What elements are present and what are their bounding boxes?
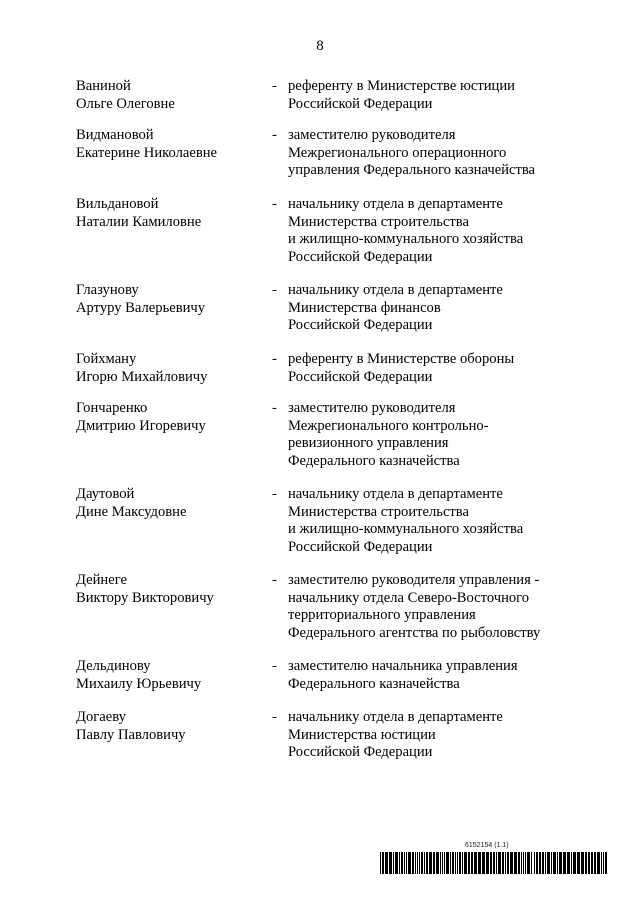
person-position [288, 351, 588, 386]
name-line: Дмитрию Игоревичу [76, 417, 206, 434]
list-entry [76, 196, 576, 266]
name-line: Наталии Камиловне [76, 213, 202, 230]
position-line: Межрегионального операционного [288, 144, 507, 161]
name-line: Ольге Олеговне [76, 95, 175, 112]
page-number: 8 [316, 38, 324, 54]
position-line: Федерального казначейства [288, 675, 460, 692]
separator-dash: - [272, 709, 277, 725]
position-line: Министерства финансов [288, 299, 441, 316]
person-position [288, 282, 588, 335]
position-line: Российской Федерации [288, 538, 433, 555]
person-name [76, 351, 266, 386]
person-name [76, 486, 266, 521]
name-line: Дине Максудовне [76, 503, 187, 520]
position-line: Федерального агентства по рыболовству [288, 624, 541, 641]
person-name [76, 127, 266, 162]
position-line: заместителю руководителя [288, 400, 456, 416]
position-line: Российской Федерации [288, 744, 433, 760]
person-position [288, 572, 588, 642]
name-line: Видмановой [76, 127, 154, 143]
barcode-caption: 6152154 (1.1) [465, 842, 509, 849]
person-name [76, 282, 266, 317]
person-name [76, 658, 266, 693]
name-line: Ваниной [76, 78, 131, 94]
person-name [76, 196, 266, 231]
position-line: начальнику отдела в департаменте [288, 709, 503, 725]
position-line: ревизионного управления [288, 435, 449, 451]
document-barcode [380, 842, 610, 874]
name-line: Даутовой [76, 486, 135, 502]
name-line: Гойхману [76, 351, 137, 367]
person-position [288, 658, 588, 693]
list-entry [76, 400, 576, 470]
list-entry [76, 78, 576, 113]
name-line: Павлу Павловичу [76, 726, 186, 743]
position-line: и жилищно-коммунального хозяйства [288, 521, 524, 537]
position-line: Российской Федерации [288, 95, 433, 112]
person-position [288, 486, 588, 556]
list-entry [76, 572, 576, 642]
position-line: начальнику отдела в департаменте [288, 282, 503, 298]
name-line: Гончаренко [76, 400, 148, 416]
barcode-icon [380, 852, 610, 874]
list-entry [76, 486, 576, 556]
person-position [288, 78, 588, 113]
separator-dash: - [272, 78, 277, 94]
position-line: Федерального казначейства [288, 452, 460, 469]
name-line: Виктору Викторовичу [76, 589, 214, 606]
separator-dash: - [272, 572, 277, 588]
separator-dash: - [272, 486, 277, 502]
award-list [76, 78, 576, 762]
person-name [76, 709, 266, 744]
person-position [288, 709, 588, 762]
list-entry [76, 351, 576, 386]
position-line: Российской Федерации [288, 368, 433, 385]
list-entry [76, 658, 576, 693]
position-line: Российской Федерации [288, 248, 433, 265]
name-line: Артуру Валерьевичу [76, 299, 206, 316]
separator-dash: - [272, 400, 277, 416]
name-line: Дельдинову [76, 658, 151, 674]
position-line: управления Федерального казначейства [288, 162, 536, 178]
separator-dash: - [272, 127, 277, 143]
person-name [76, 400, 266, 435]
position-line: начальнику отдела в департаменте [288, 486, 503, 502]
position-line: заместителю руководителя управления - [288, 572, 540, 588]
person-position [288, 196, 588, 266]
separator-dash: - [272, 196, 277, 212]
list-entry [76, 282, 576, 335]
position-line: Министерства юстиции [288, 726, 436, 743]
position-line: заместителю начальника управления [288, 658, 518, 674]
position-line: референту в Министерстве обороны [288, 351, 515, 367]
position-line: начальнику отдела Северо-Восточного [288, 589, 530, 606]
person-name [76, 78, 266, 113]
separator-dash: - [272, 282, 277, 298]
name-line: Глазунову [76, 282, 139, 298]
position-line: заместителю руководителя [288, 127, 456, 143]
person-position [288, 127, 588, 180]
person-name [76, 572, 266, 607]
position-line: Межрегионального контрольно- [288, 417, 489, 434]
name-line: Дейнеге [76, 572, 127, 588]
name-line: Вильдановой [76, 196, 159, 212]
name-line: Михаилу Юрьевичу [76, 675, 202, 692]
name-line: Екатерине Николаевне [76, 144, 217, 161]
position-line: Российской Федерации [288, 317, 433, 333]
position-line: Министерства строительства [288, 213, 469, 230]
name-line: Догаеву [76, 709, 126, 725]
position-line: и жилищно-коммунального хозяйства [288, 231, 524, 247]
position-line: Министерства строительства [288, 503, 469, 520]
list-entry [76, 709, 576, 762]
separator-dash: - [272, 658, 277, 674]
position-line: начальнику отдела в департаменте [288, 196, 503, 212]
position-line: референту в Министерстве юстиции [288, 78, 515, 94]
name-line: Игорю Михайловичу [76, 368, 208, 385]
list-entry [76, 127, 576, 180]
separator-dash: - [272, 351, 277, 367]
position-line: территориального управления [288, 607, 476, 623]
person-position [288, 400, 588, 470]
